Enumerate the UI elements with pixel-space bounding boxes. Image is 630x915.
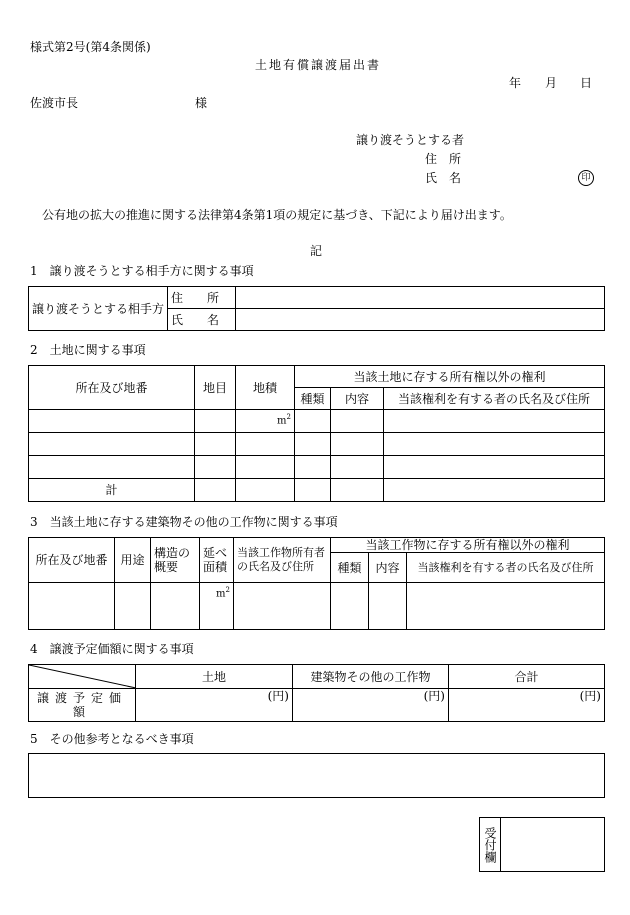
table-row — [29, 410, 605, 433]
bldg-col-floor-area: 延べ面積 — [200, 538, 234, 583]
bldg-col-use: 用途 — [115, 538, 151, 583]
price-row-label: 譲渡予定価額 — [29, 689, 136, 722]
bldg-col-rights: 当該工作物に存する所有権以外の権利 — [331, 538, 605, 553]
bldg-col-location: 所在及び地番 — [29, 538, 115, 583]
applicant-name-label: 氏 名 — [425, 171, 462, 185]
land-col-holder: 当該権利を有する者の氏名及び住所 — [384, 388, 605, 410]
section2-heading: 2 土地に関する事項 — [30, 343, 146, 357]
counterparty-label: 譲り渡そうとする相手方 — [29, 287, 168, 331]
form-number: 様式第2号(第4条関係) — [30, 40, 151, 54]
section3-table — [28, 537, 605, 630]
bldg-col-owner: 当該工作物所有者の氏名及び住所 — [234, 538, 331, 583]
date-year: 年 — [509, 76, 522, 90]
notes-box[interactable] — [28, 753, 605, 798]
land-col-kind: 種類 — [295, 388, 331, 410]
counterparty-address-label: 住 所 — [168, 287, 236, 309]
seal-mark: 印 — [578, 170, 594, 186]
bldg-col-structure: 構造の概要 — [151, 538, 200, 583]
section4-heading: 4 譲渡予定価額に関する事項 — [30, 642, 194, 656]
reception-box — [479, 817, 605, 872]
date-month: 月 — [545, 76, 558, 90]
table-row — [29, 456, 605, 479]
reception-area[interactable] — [501, 818, 605, 872]
section1-table — [28, 286, 605, 331]
counterparty-address-value[interactable] — [236, 287, 605, 309]
addressee-sama: 様 — [195, 96, 208, 110]
price-col-land: 土地 — [136, 665, 293, 689]
section3-heading: 3 当該土地に存する建築物その他の工作物に関する事項 — [30, 515, 338, 529]
section1-heading: 1 譲り渡そうとする相手方に関する事項 — [30, 264, 254, 278]
price-building-cell[interactable]: (円) — [293, 689, 449, 722]
addressee-mayor: 佐渡市長 — [30, 96, 79, 110]
land-col-area: 地積 — [236, 366, 295, 410]
price-total-cell[interactable]: (円) — [449, 689, 605, 722]
counterparty-name-label: 氏 名 — [168, 309, 236, 331]
section5-heading: 5 その他参考となるべき事項 — [30, 732, 194, 746]
reception-label: 受付欄 — [480, 818, 501, 872]
date-day: 日 — [580, 76, 593, 90]
price-land-cell[interactable]: (円) — [136, 689, 293, 722]
total-row — [29, 479, 605, 502]
section2-table — [28, 365, 605, 502]
diagonal-cell — [29, 665, 136, 689]
applicant-address-label: 住 所 — [425, 152, 462, 166]
floor-area-unit: $m^2$ — [200, 583, 234, 630]
land-col-type: 地目 — [195, 366, 236, 410]
land-col-content: 内容 — [331, 388, 384, 410]
total-label: 計 — [29, 479, 195, 502]
price-col-total: 合計 — [449, 665, 605, 689]
ki-label: 記 — [310, 244, 323, 258]
body-text: 公有地の拡大の推進に関する法律第4条第1項の規定に基づき、下記により届け出ます。 — [42, 208, 512, 222]
table-row — [29, 433, 605, 456]
section4-table — [28, 664, 605, 722]
document-title: 土地有償譲渡届出書 — [255, 58, 382, 72]
bldg-col-holder: 当該権利を有する者の氏名及び住所 — [407, 553, 605, 583]
land-col-location: 所在及び地番 — [29, 366, 195, 410]
area-unit: $m^2$ — [236, 410, 295, 433]
diagonal-line — [29, 665, 136, 688]
table-row — [29, 583, 605, 630]
bldg-col-content: 内容 — [369, 553, 407, 583]
counterparty-name-value[interactable] — [236, 309, 605, 331]
bldg-col-kind: 種類 — [331, 553, 369, 583]
land-col-rights: 当該土地に存する所有権以外の権利 — [295, 366, 605, 388]
applicant-heading: 譲り渡そうとする者 — [356, 133, 465, 147]
price-col-building: 建築物その他の工作物 — [293, 665, 449, 689]
